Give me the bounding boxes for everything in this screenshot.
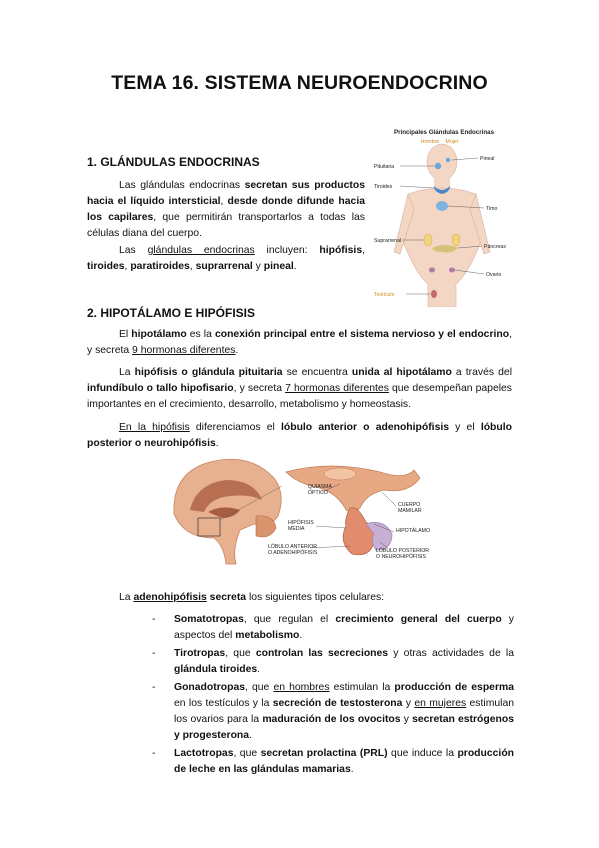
- page-title: TEMA 16. SISTEMA NEUROENDOCRINO: [111, 72, 488, 94]
- thymus-icon: [436, 201, 448, 211]
- endocrine-glands-figure: [372, 124, 517, 307]
- label-cuerpo-1: CUERPO: [398, 502, 421, 508]
- list-item: - Tirotropas, que controlan las secreciones y otras actividades de la glándula tiroides.: [152, 648, 515, 675]
- label-timo: Timo: [486, 206, 498, 212]
- section-1-paragraph-1: Las glándulas endocrinas secretan sus productos hacia el líquido intersticial, desde donde difunde hacia los capilares, que permitirán transportarlos a todas las células diana del cuerpo.: [87, 180, 365, 239]
- adrenal-gland-icon: [424, 234, 432, 246]
- label-lobulo-anterior-1: LÓBULO ANTERIOR: [268, 544, 318, 550]
- label-cuerpo-2: MAMILAR: [398, 508, 422, 514]
- label-mujer: Mujer: [445, 139, 459, 145]
- label-pineal: Pineal: [480, 156, 495, 162]
- list-item: - Gonadotropas, que en hombres estimulan la producción de esperma en los testículos y la secreción de testosterona y en mujeres estimulan los ovarios para la maduración de los ovocitos y secretan estrógenos y progesterona.: [152, 682, 515, 741]
- section-2-heading: 2. HIPOTÁLAMO E HIPÓFISIS: [87, 306, 256, 320]
- section-2-paragraph-2: La hipófisis o glándula pituitaria se encuentra unida al hipotálamo a través del infundíbulo o tallo hipofisario, y secreta 7 hormonas diferentes que desempeñan papeles importantes en el crecimiento, desarrollo, metabolismo y homeostasis.: [87, 367, 513, 410]
- label-hipotalamo: HIPOTÁLAMO: [396, 528, 431, 534]
- section-1-paragraph-2: Las glándulas endocrinas incluyen: hipófisis, tiroides, paratiroides, suprarrenal y pineal.: [87, 245, 365, 272]
- label-pancreas: Páncreas: [484, 244, 506, 250]
- label-tiroides: Tiroides: [374, 184, 393, 190]
- label-hombre: Hombre: [420, 139, 440, 145]
- label-lobulo-posterior-1: LÓBULO POSTERIOR: [376, 548, 430, 554]
- adrenal-gland-right-icon: [452, 234, 460, 246]
- label-ovario: Ovario: [486, 272, 502, 278]
- label-lobulo-anterior-2: O ADENOHIPÓFISIS: [268, 550, 318, 556]
- section-2-paragraph-1: El hipotálamo es la conexión principal entre el sistema nervioso y el endocrino, y secreta 9 hormonas diferentes.: [87, 329, 512, 356]
- section-3-intro: La adenohipófisis secreta los siguientes tipos celulares:: [119, 592, 385, 603]
- section-1-heading: 1. GLÁNDULAS ENDOCRINAS: [87, 155, 260, 169]
- label-lobulo-posterior-2: O NEUROHIPÓFISIS: [376, 554, 426, 560]
- label-quiasma-2: ÓPTICO: [308, 490, 328, 496]
- hypothalamus-pituitary-figure: [170, 454, 442, 566]
- ovary-left-icon: [429, 268, 435, 273]
- ovary-right-icon: [449, 268, 455, 273]
- label-hipofisis-2: MEDIA: [288, 526, 305, 532]
- pituitary-gland-icon: [435, 163, 441, 169]
- label-suprarrenal: Suprarrenal: [374, 238, 402, 244]
- cell-types-list: [152, 612, 514, 780]
- list-item: - Somatotropas, que regulan el crecimiento general del cuerpo y aspectos del metabolismo.: [152, 614, 514, 641]
- list-item: - Lactotropas, que secretan prolactina (PRL) que induce la producción de leche en las glándulas mamarias.: [152, 748, 515, 775]
- label-pituitaria: Pituitaria: [374, 164, 395, 170]
- testicle-icon: [431, 290, 437, 298]
- figure-1-title: Principales Glándulas Endocrinas: [393, 129, 495, 136]
- label-quiasma-1: QUIASMA: [308, 484, 332, 490]
- label-hipofisis-1: HIPÓFISIS: [288, 520, 314, 526]
- pineal-gland-icon: [446, 158, 450, 162]
- section-2-paragraph-3: En la hipófisis diferenciamos el lóbulo anterior o adenohipófisis y el lóbulo posterior o neurohipófisis.: [87, 422, 512, 449]
- label-testiculo: Testículo: [374, 292, 395, 298]
